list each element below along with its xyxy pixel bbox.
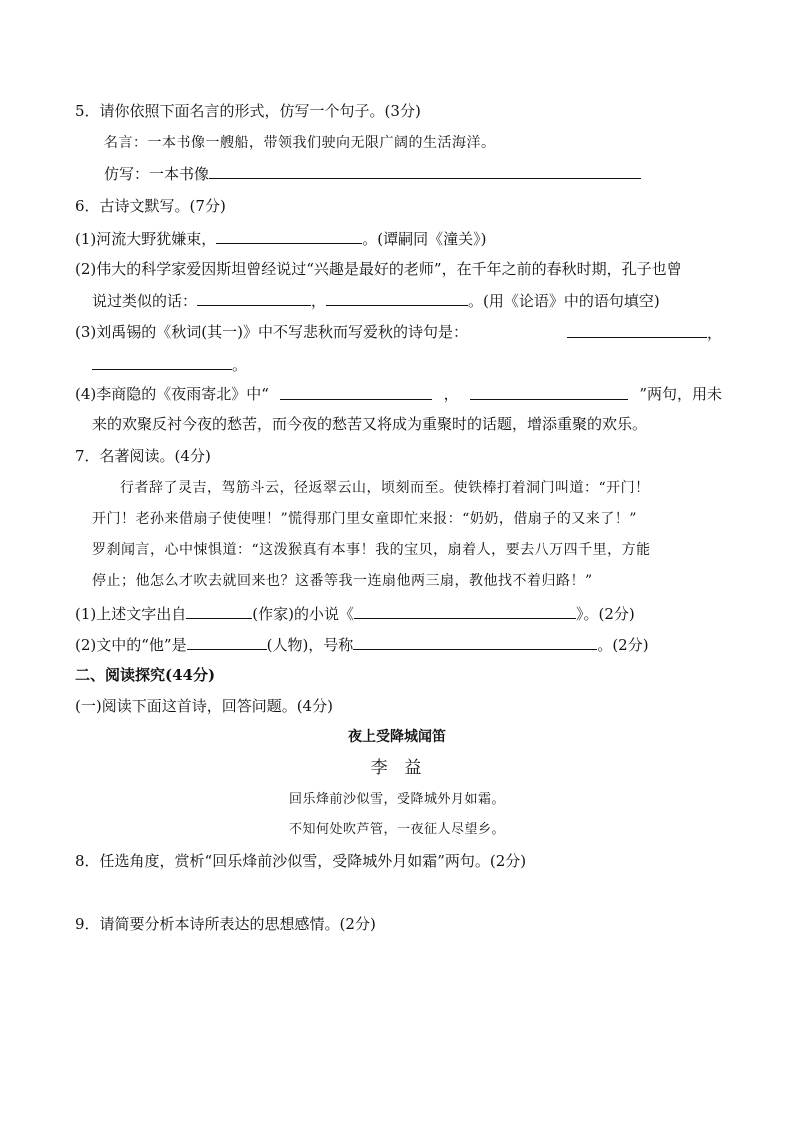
q7-item1-text: (1)上述文字出自 (75, 605, 187, 623)
q6-item-1 (75, 228, 722, 249)
poem-author: 李 益 (370, 758, 424, 778)
q5-quote: 名言：一本书像一艘船，带领我们驶向无限广阔的生活海洋。 (104, 135, 496, 151)
q6-item-2a: (2)伟大的科学家爱因斯坦曾经说过“兴趣是最好的老师”，在千年之前的春秋时期，孔子也曾 (75, 260, 682, 278)
q7-novel-blank[interactable] (354, 603, 576, 619)
q5-imitate-line (104, 163, 722, 184)
q7-item2-tail: 。(2分) (597, 636, 649, 654)
q7-item-1 (75, 603, 722, 624)
q6-item-4b: 来的欢聚反衬今夜的愁苦，而今夜的愁苦又将成为重聚时的话题，增添重聚的欢乐。 (92, 415, 648, 433)
q6-item1-text: (1)河流大野犹嫌束， (75, 230, 217, 248)
q6-item3-blank-2[interactable] (92, 354, 232, 370)
q6-item4-text: (4)李商隐的《夜雨寄北》中“ (75, 385, 269, 403)
q6-item3-comma: ， (706, 324, 722, 342)
q6-item3-text: (3)刘禹锡的《秋词(其一)》中不写悲秋而写爱秋的诗句是： (75, 323, 468, 341)
q7-item2-text: (2)文中的“他”是 (75, 636, 187, 654)
q6-item2-blank-2[interactable] (326, 290, 468, 306)
poem-title: 夜上受降城闻笛 (348, 729, 446, 745)
q6-item3-blank-1[interactable] (567, 322, 707, 338)
section-2-part-1: (一)阅读下面这首诗，回答问题。(4分) (75, 697, 333, 715)
q5-prompt: 5．请你依照下面名言的形式，仿写一个句子。(3分) (75, 102, 421, 120)
q6-item1-blank[interactable] (216, 228, 362, 244)
q7-author-blank[interactable] (186, 603, 252, 619)
q6-item2-comma: ， (311, 292, 327, 310)
q7-title-blank[interactable] (353, 634, 597, 650)
q6-item-2b (92, 290, 722, 311)
q6-item4-blank-1[interactable] (280, 384, 432, 400)
section-2-heading: 二、阅读探究(44分) (75, 666, 216, 684)
q7-item2-mid: (人物)，号称 (266, 636, 354, 654)
q7-character-blank[interactable] (187, 634, 267, 650)
q6-prompt: 6．古诗文默写。(7分) (75, 197, 226, 215)
q7-item1-tail: 》。(2分) (575, 605, 635, 623)
q6-item2-source: 。(用《论语》中的语句填空) (468, 292, 660, 310)
q6-item2-text: 说过类似的话： (92, 292, 198, 310)
q7-item1-mid: (作家)的小说《 (252, 605, 354, 623)
poem-line-2: 不知何处吹芦管，一夜征人尽望乡。 (288, 822, 505, 837)
q6-item2-blank-1[interactable] (197, 290, 311, 306)
q7-passage-line: 停止；他怎么才吹去就回来也？这番等我一连扇他两三扇，教他找不着归路！” (92, 573, 593, 589)
q7-prompt: 7．名著阅读。(4分) (75, 447, 211, 465)
q9-prompt: 9．请简要分析本诗所表达的思想感情。(2分) (75, 915, 376, 933)
q6-item3-period: 。 (232, 356, 248, 374)
q7-item-2 (75, 634, 722, 655)
q7-passage-line: 开门！老孙来借扇子使使哩！”慌得那门里女童即忙来报：“奶奶，借扇子的又来了！” (92, 511, 637, 527)
q7-passage-line: 罗刹闻言，心中悚惧道：“这泼猴真有本事！我的宝贝，扇着人，要去八万四千里，方能 (92, 542, 651, 558)
q6-item-3a (75, 322, 722, 343)
q6-item4-tail: ”两句，用未 (639, 385, 722, 403)
q6-item1-source: 。(谭嗣同《潼关》) (362, 230, 487, 248)
q6-item-4a (75, 384, 722, 404)
q8-prompt: 8．任选角度，赏析“回乐烽前沙似雪，受降城外月如霜”两句。(2分) (75, 852, 527, 870)
q6-item4-comma: ， (443, 385, 459, 403)
q6-item-3b (92, 354, 722, 375)
q5-imitate-label: 仿写：一本书像 (104, 165, 210, 183)
poem-line-1: 回乐烽前沙似雪，受降城外月如霜。 (288, 792, 505, 807)
q7-passage-line: 行者辞了灵吉，驾筋斗云，径返翠云山，顷刻而至。使铁棒打着洞门叫道：“开门！ (120, 480, 650, 496)
q5-answer-blank[interactable] (209, 163, 641, 179)
q6-item4-blank-2[interactable] (470, 384, 628, 400)
